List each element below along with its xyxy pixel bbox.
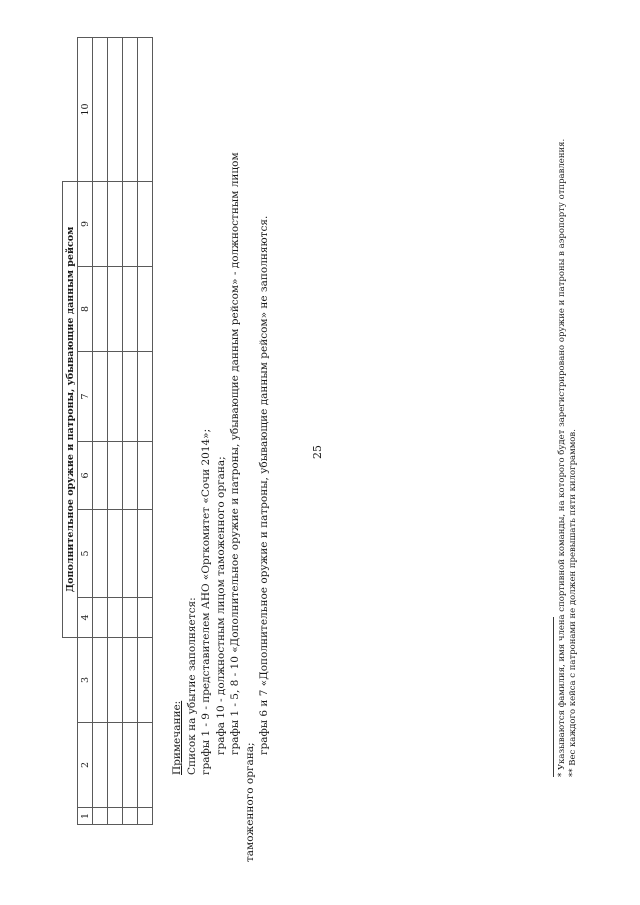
column-number: 4 [78,597,93,637]
table-cell [108,509,123,597]
column-number: 6 [78,441,93,509]
note-line: графы 1 - 5, 8 - 10 «Дополнительное оружие и патроны, убывающие данным рейсом» - должностным лицом [229,152,241,755]
table-row [138,37,153,824]
table-cell [138,441,153,509]
footnote: * Указываются фамилия, имя члена спортивной команды, на которого будет зарегистрировано оружие и патроны в аэропорту отправления. [557,138,567,777]
table-cell [138,266,153,351]
table-cell [108,723,123,808]
table-cell [93,637,108,722]
note-line: графа 10 - должностным лицом таможенного органа; [214,456,227,755]
note-block [170,152,272,862]
note-line: графы 6 и 7 «Дополнительное оружие и патроны, убывающие данным рейсом» не заполняются. [258,215,270,755]
table-row [93,37,108,824]
column-number: 2 [78,723,93,808]
table-row [108,37,123,824]
column-number-row [78,37,93,824]
note-line: графы 1 - 9 - представителем АНО «Оргкомитет «Сочи 2014»; [200,428,212,775]
departure-weapons-table [62,37,153,825]
note-line: таможенного органа; [243,742,256,862]
table-cell [93,37,108,181]
table-cell [108,597,123,637]
table-cell [93,597,108,637]
table-cell [138,351,153,441]
table-cell [138,37,153,181]
footnotes [553,117,579,777]
table-cell [123,808,138,825]
table-cell [123,509,138,597]
table-cell [138,181,153,266]
table-cell [108,637,123,722]
column-number: 9 [78,181,93,266]
column-number: 1 [78,808,93,825]
table-cell [123,181,138,266]
table-cell [93,181,108,266]
table-cell [93,808,108,825]
table-row [123,37,138,824]
table-cell [93,266,108,351]
column-number: 3 [78,637,93,722]
additional-weapons-group-header: Дополнительное оружие и патроны, убывающие данным рейсом [63,181,78,637]
table-cell [108,181,123,266]
table-cell [108,808,123,825]
table-cell [108,351,123,441]
table-cell [123,37,138,181]
table-cell [123,723,138,808]
column-number: 7 [78,351,93,441]
table-cell [93,351,108,441]
column-number: 10 [78,37,93,181]
note-line: Список на убытие заполняется: [185,597,198,775]
table-cell [93,723,108,808]
table-empty-corner-right [63,37,78,181]
footnote-separator [553,617,554,777]
column-number: 8 [78,266,93,351]
table-cell [123,441,138,509]
table-cell [138,723,153,808]
table-cell [123,597,138,637]
table-cell [138,808,153,825]
table-cell [93,509,108,597]
footnote: ** Вес каждого кейса с патронами не должен превышать пяти килограммов. [568,429,578,777]
table-cell [108,266,123,351]
table-cell [138,597,153,637]
table-cell [123,351,138,441]
table-cell [123,637,138,722]
table-cell [123,266,138,351]
table-cell [138,637,153,722]
note-heading: Примечание: [171,700,183,775]
table-cell [108,37,123,181]
table-cell [93,441,108,509]
column-number: 5 [78,509,93,597]
table-empty-corner [63,637,78,824]
table-cell [108,441,123,509]
table-cell [138,509,153,597]
page-number: 25 [311,445,324,459]
